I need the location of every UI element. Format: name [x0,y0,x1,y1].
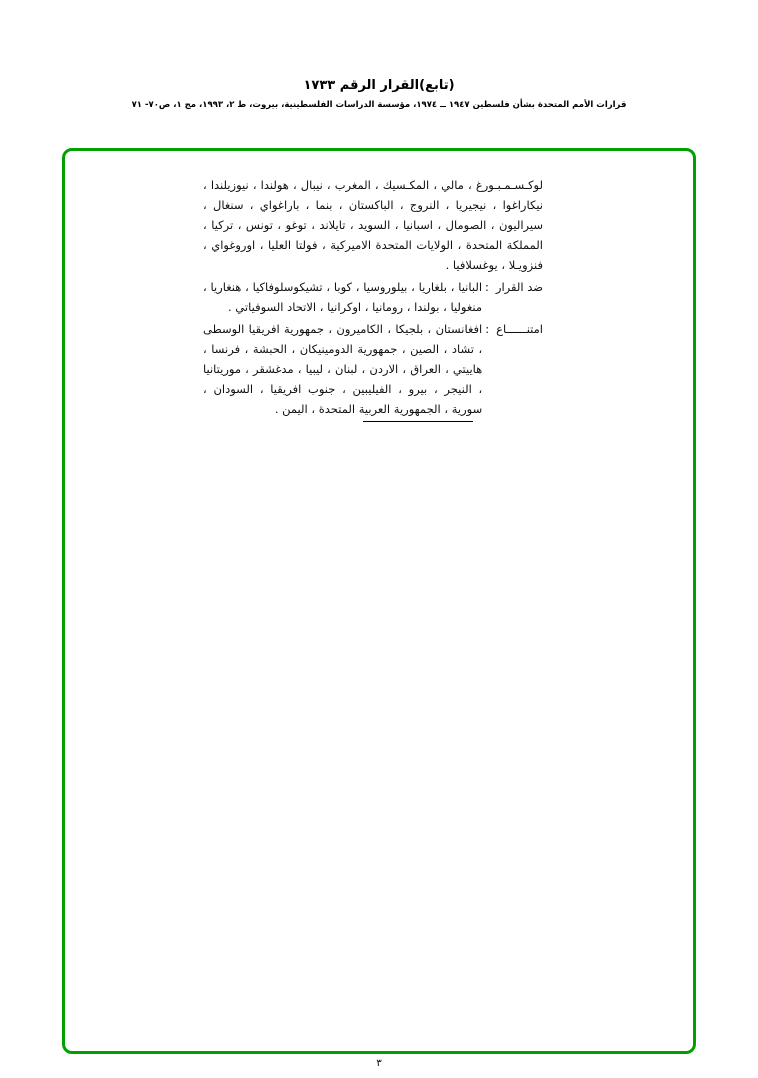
document-source-citation: قرارات الأمم المتحدة بشأن فلسطين ١٩٤٧ ــ ١٩٧٤، مؤسسة الدراسات الفلسطينية، بيروت، ط ٢، ١٩٩٣، مج ١، ص٧٠- ٧١ [131,100,627,110]
content-frame [62,148,696,1054]
vote-abstained-block [203,319,543,419]
end-rule [363,421,473,422]
continuation-paragraph: لوكـسـمـبـورغ ، مالي ، المكـسيك ، المغرب ، نيبال ، هولندا ، نيوزيلندا ، نيكاراغوا ، نيجيريا ، النروج ، الباكستان ، بنما ، باراغواي ، سنغال ، سيراليون ، الصومال ، اسبانيا ، السويد ، تايلاند ، توغو ، تونس ، تركيا ، المملكة المتحدة ، الولايات المتحدة الاميركية ، فولتا العليا ، اوروغواي ، فنزويـلا ، يوغسلافيا . [203,178,543,272]
vote-against-colon: : [485,280,489,294]
vote-abstained-label: امتنــــــاع [496,322,543,336]
page-header [0,78,758,110]
document-body [203,175,543,422]
vote-against-countries: البانيا ، بلغاريا ، بيلوروسيا ، كوبا ، تشيكوسلوفاكيا ، هنغاريا ، منغوليا ، بولندا ، رومانيا ، اوكرانيا ، الاتحاد السوفياتي . [203,280,483,314]
vote-abstained-countries: افغانستان ، بلجيكا ، الكاميرون ، جمهورية افريقيا الوسطى ، تشاد ، الصين ، جمهورية الدومينيكان ، الحبشة ، فرنسا ، هاييتي ، العراق ، الاردن ، لبنان ، ليبيا ، مدغشقر ، موريتانيا ، النيجر ، بيرو ، الفيليبين ، جنوب افريقيا ، السودان ، سورية ، الجمهورية العربية المتحدة ، اليمن . [203,322,483,416]
document-title: (تابع)القرار الرقم ١٧٣٣ [303,78,455,93]
vote-against-label: ضد القرار [495,280,543,294]
page-number: ٣ [376,1058,382,1069]
vote-abstained-colon: : [485,322,490,336]
vote-against-block [203,277,543,317]
